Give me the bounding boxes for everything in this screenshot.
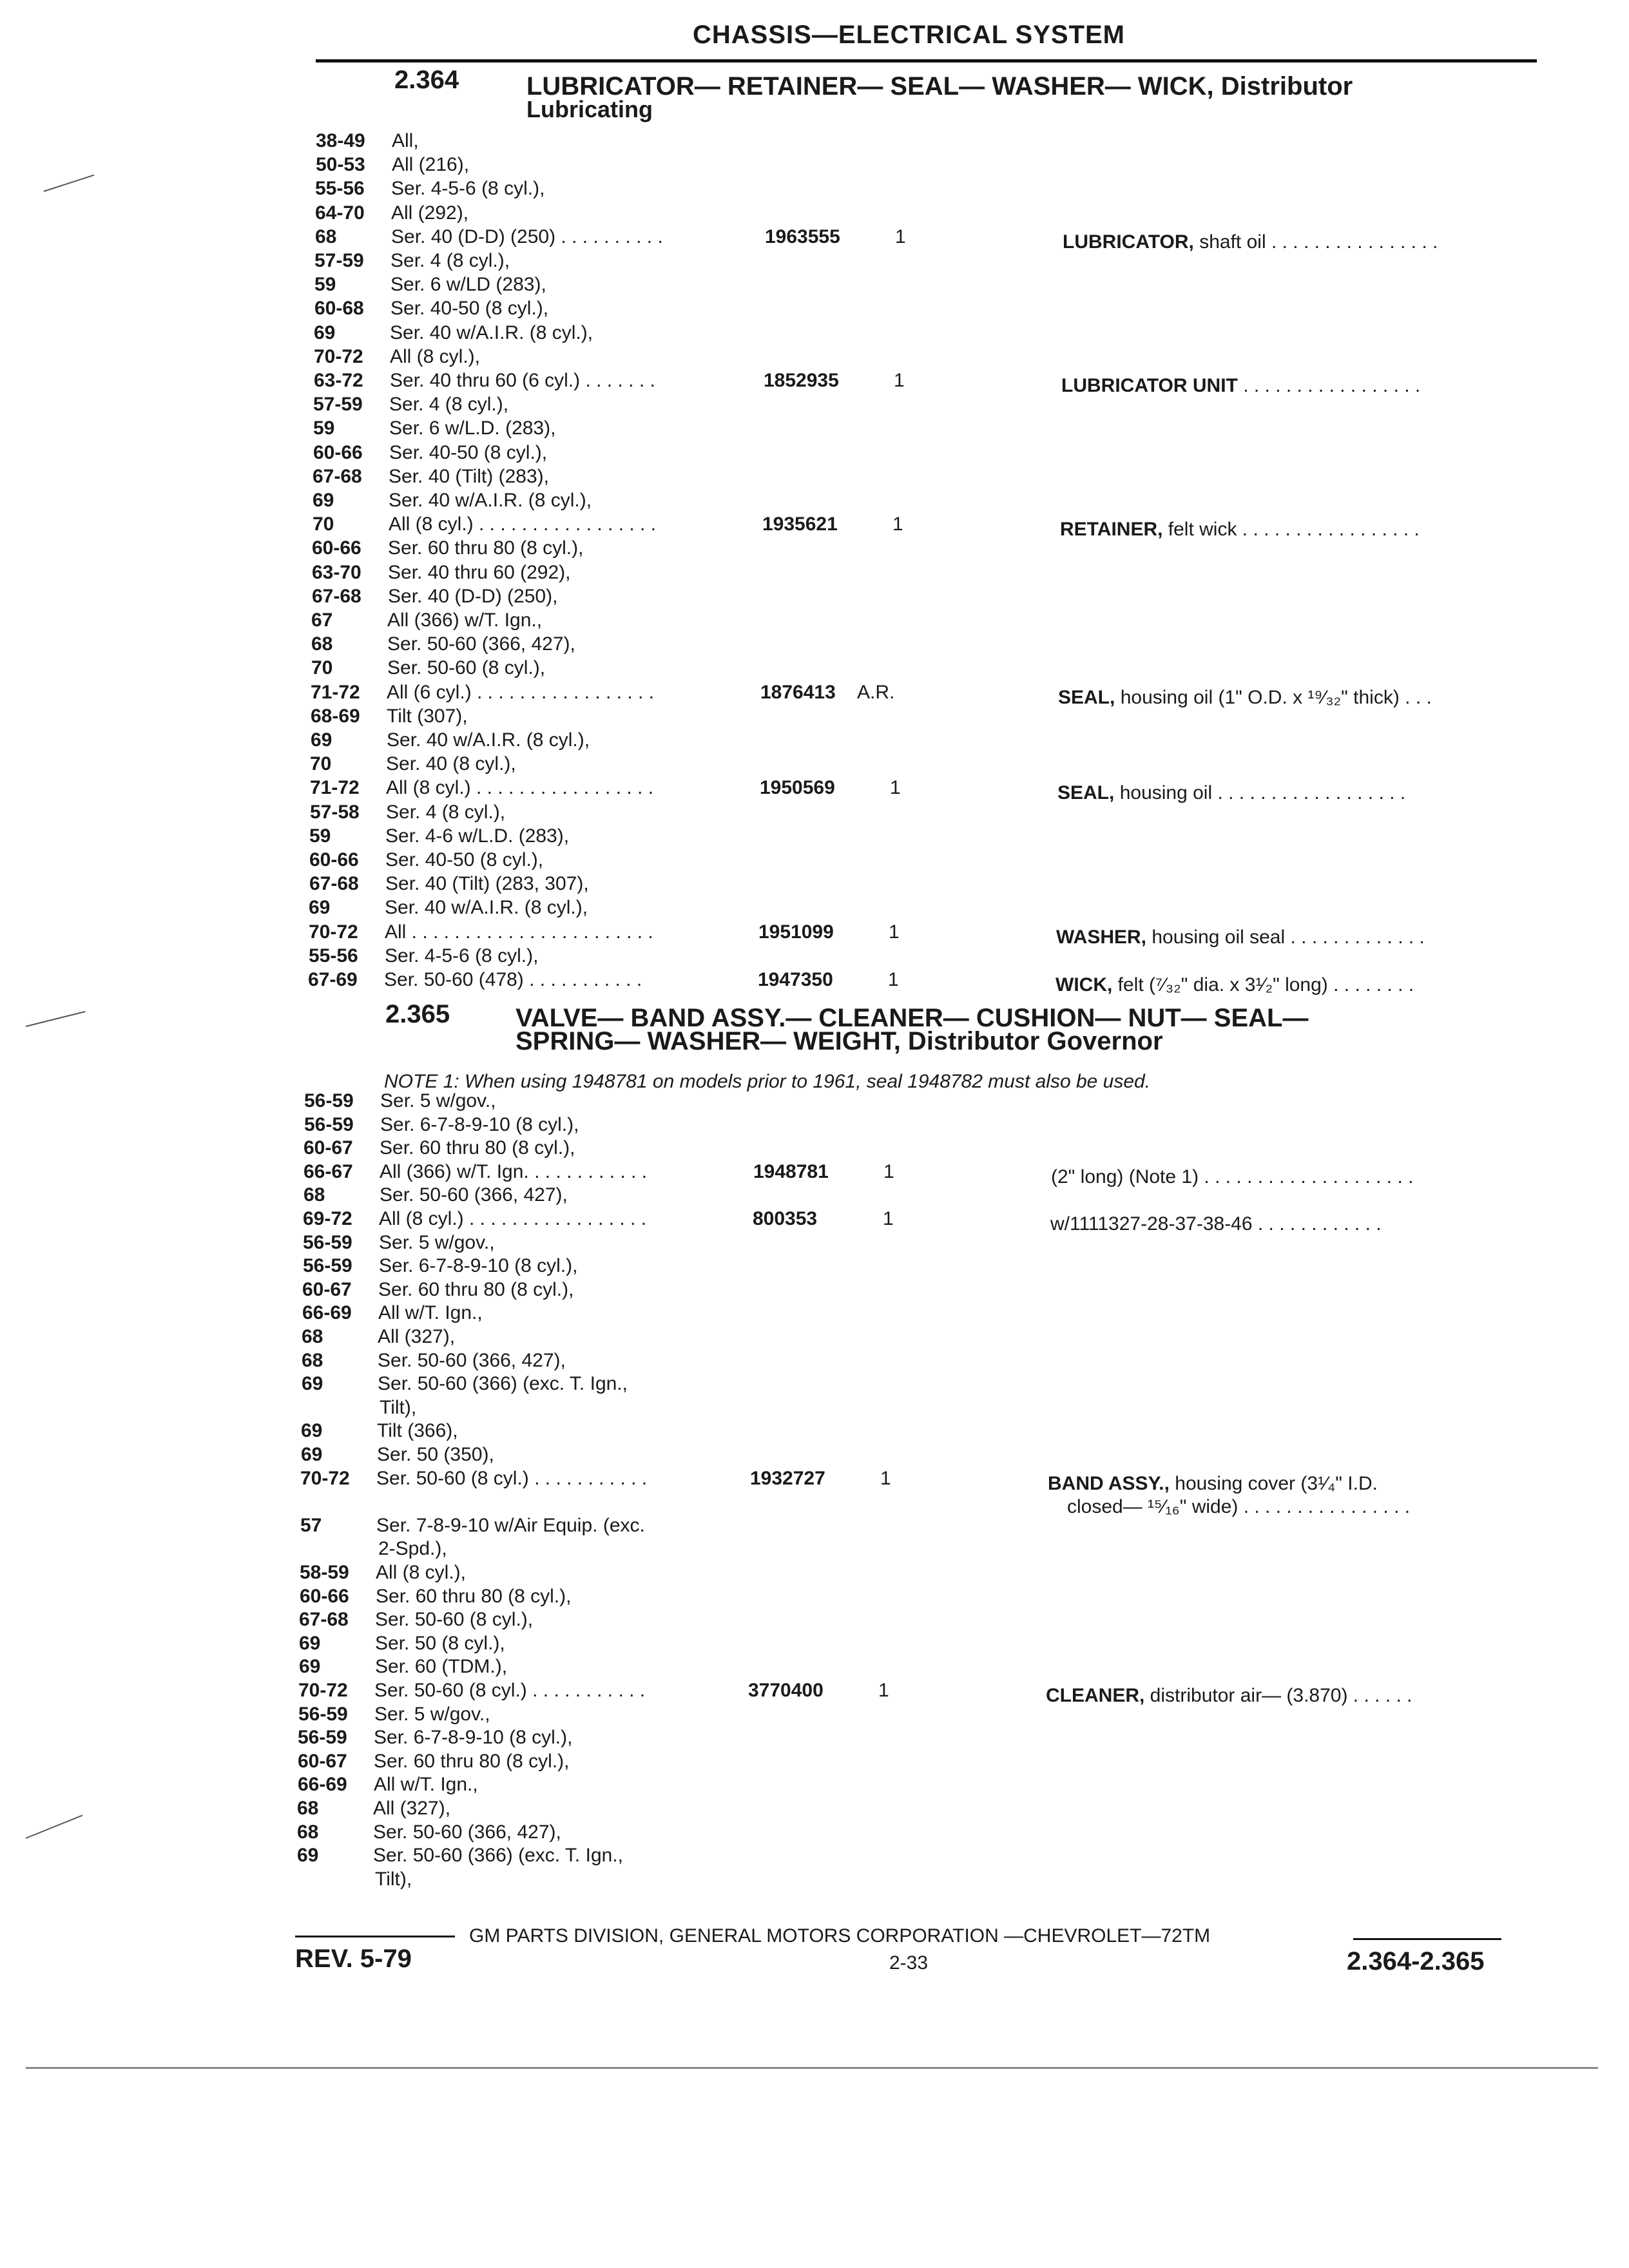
model-year: 58-59 — [300, 1562, 349, 1583]
model-application: Ser. 4-6 w/L.D. (283), — [385, 825, 570, 847]
model-year: 57-59 — [314, 250, 364, 271]
section-number: 2.365 — [385, 1000, 450, 1028]
part-name: SEAL, — [1058, 686, 1115, 708]
footer-rule-left — [295, 1936, 455, 1937]
model-year: 71-72 — [311, 681, 360, 703]
model-year: 69 — [313, 490, 334, 511]
model-year: 70-72 — [298, 1680, 348, 1701]
model-year: 66-69 — [298, 1774, 347, 1796]
model-application: All (8 cyl.) . . . . . . . . . . . . . . . . . — [389, 514, 657, 535]
model-application: Ser. 50-60 (8 cyl.), — [387, 657, 546, 679]
footer-section-range: 2.364-2.365 — [1347, 1947, 1485, 1975]
section-note: NOTE 1: When using 1948781 on models prior to 1961, seal 1948782 must also be used. — [384, 1071, 1151, 1092]
model-application: Ser. 40 (8 cyl.), — [386, 753, 516, 775]
part-number: 1935621 — [762, 514, 838, 535]
scan-mark — [26, 1011, 86, 1027]
quantity: 1 — [888, 969, 899, 990]
part-description-text: w/1111327-28-37-38-46 . . . . . . . . . . . . — [1050, 1213, 1382, 1235]
model-application: All (366) w/T. Ign., — [387, 610, 543, 631]
model-application: Ser. 50-60 (478) . . . . . . . . . . . — [384, 969, 642, 990]
model-application: Ser. 40 w/A.I.R. (8 cyl.), — [385, 897, 588, 919]
section-title — [516, 1006, 1308, 1053]
part-name: WASHER, — [1056, 926, 1147, 948]
part-number: 1876413 — [760, 681, 836, 703]
model-year: 57-59 — [313, 394, 363, 416]
section-title-line: VALVE— BAND ASSY.— CLEANER— CUSHION— NUT— SEAL— — [516, 1004, 1309, 1032]
quantity: 1 — [890, 777, 901, 799]
model-year: 63-70 — [312, 561, 361, 583]
model-year: 60-66 — [313, 441, 363, 463]
model-application: Ser. 4 (8 cyl.), — [389, 394, 509, 416]
model-application: All (366) w/T. Ign. . . . . . . . . . . . — [380, 1160, 648, 1182]
model-year: 68 — [297, 1798, 319, 1819]
model-year: 59 — [309, 825, 331, 847]
model-year: 59 — [313, 418, 335, 439]
model-application: All . . . . . . . . . . . . . . . . . . . . . . . — [385, 921, 653, 943]
part-description — [1057, 782, 1405, 804]
part-description-text: housing oil seal . . . . . . . . . . . . . — [1146, 926, 1425, 948]
model-year: 67 — [311, 610, 333, 631]
model-year: 69 — [309, 897, 331, 919]
model-year: 66-69 — [302, 1302, 352, 1324]
model-application: Ser. 5 w/gov., — [374, 1703, 490, 1725]
part-number: 800353 — [753, 1208, 818, 1229]
model-year: 67-69 — [308, 969, 358, 990]
model-application: All w/T. Ign., — [378, 1302, 483, 1324]
model-year: 71-72 — [310, 777, 360, 799]
part-description — [1048, 1473, 1378, 1495]
model-year: 56-59 — [298, 1727, 347, 1749]
part-number: 1852935 — [764, 370, 839, 391]
quantity: 1 — [895, 226, 906, 247]
model-application: Ser. 50-60 (8 cyl.), — [375, 1609, 534, 1631]
part-description-text: closed— ¹⁵⁄₁₆" wide) . . . . . . . . . . . . . . . . — [1067, 1496, 1411, 1518]
model-application: Ser. 5 w/gov., — [379, 1231, 495, 1253]
part-number: 3770400 — [748, 1680, 824, 1701]
model-application: Ser. 6 w/LD (283), — [390, 274, 546, 296]
footer-company: GM PARTS DIVISION, GENERAL MOTORS CORPORATION —CHEVROLET—72TM — [469, 1925, 1211, 1946]
model-year: 55-56 — [309, 945, 358, 966]
model-application: Ser. 40-50 (8 cyl.), — [385, 849, 544, 870]
part-description — [1058, 687, 1432, 709]
part-number: 1947350 — [758, 969, 833, 990]
model-application: All (8 cyl.) . . . . . . . . . . . . . . . . . — [379, 1208, 647, 1229]
quantity: 1 — [889, 921, 900, 943]
model-year: 69 — [314, 322, 336, 343]
model-application: Ser. 40-50 (8 cyl.), — [389, 441, 548, 463]
model-year: 57-58 — [310, 801, 360, 823]
part-description — [1061, 375, 1420, 397]
model-year: 68 — [302, 1326, 323, 1347]
model-year: 68 — [297, 1821, 319, 1843]
part-description-text: housing oil . . . . . . . . . . . . . . . . . . — [1114, 782, 1406, 804]
footer-page-number: 2-33 — [889, 1952, 929, 1974]
model-application: Tilt (307), — [387, 705, 468, 727]
model-application: All (8 cyl.), — [376, 1562, 467, 1583]
model-year: 60-68 — [314, 298, 364, 320]
model-application: All (327), — [378, 1326, 456, 1347]
model-year: 70-72 — [314, 345, 363, 367]
model-application: Ser. 60 thru 80 (8 cyl.), — [388, 537, 584, 559]
model-year: 68 — [304, 1184, 325, 1206]
model-application: Ser. 40 (D-D) (250) . . . . . . . . . . — [391, 226, 663, 247]
model-application: All (6 cyl.) . . . . . . . . . . . . . . . . . — [387, 681, 655, 703]
model-application: Ser. 4-5-6 (8 cyl.), — [391, 178, 545, 200]
part-description-text: housing cover (3¹⁄₄" I.D. — [1169, 1472, 1378, 1494]
model-application: Ser. 50-60 (366) (exc. T. Ign., — [373, 1845, 623, 1867]
model-application: Ser. 50-60 (8 cyl.) . . . . . . . . . . . — [374, 1680, 646, 1701]
model-application: Ser. 50-60 (366, 427), — [380, 1184, 568, 1206]
model-application: Ser. 50 (350), — [377, 1444, 494, 1465]
model-application: Ser. 50-60 (366) (exc. T. Ign., — [378, 1373, 628, 1395]
model-year: 67-68 — [299, 1609, 349, 1631]
model-application: Ser. 5 w/gov., — [380, 1090, 496, 1111]
model-application: Ser. 4-5-6 (8 cyl.), — [385, 945, 539, 966]
model-year: 60-66 — [309, 849, 359, 870]
scan-mark — [26, 1814, 83, 1838]
model-application: Ser. 6 w/L.D. (283), — [389, 418, 556, 439]
part-description — [1050, 1213, 1382, 1235]
section-title — [526, 72, 1353, 122]
model-year: 50-53 — [316, 154, 365, 176]
model-year: 67-68 — [309, 873, 359, 895]
part-description-text: housing oil (1" O.D. x ¹⁹⁄₃₂" thick) . . . — [1115, 686, 1432, 708]
model-application: Tilt), — [375, 1868, 412, 1890]
model-application: Ser. 60 thru 80 (8 cyl.), — [374, 1750, 570, 1772]
part-description — [1055, 974, 1414, 996]
part-description-text: (2" long) (Note 1) . . . . . . . . . . . . . . . . . . . . — [1051, 1166, 1414, 1187]
part-number: 1951099 — [758, 921, 834, 943]
part-description-text: distributor air— (3.870) . . . . . . — [1144, 1685, 1412, 1706]
model-year: 60-66 — [300, 1585, 349, 1607]
model-year: 70-72 — [309, 921, 358, 943]
model-application: Ser. 4 (8 cyl.), — [386, 801, 506, 823]
model-application: All w/T. Ign., — [374, 1774, 478, 1796]
part-number: 1948781 — [753, 1160, 829, 1182]
model-year: 70 — [313, 514, 334, 535]
model-application: Ser. 40 (D-D) (250), — [388, 585, 558, 607]
model-year: 69 — [301, 1420, 323, 1442]
model-year: 66-67 — [304, 1160, 353, 1182]
model-application: All (8 cyl.), — [390, 345, 481, 367]
quantity: 1 — [878, 1680, 889, 1701]
model-application: Tilt (366), — [377, 1420, 458, 1442]
scan-mark — [44, 175, 95, 192]
quantity: A.R. — [857, 681, 895, 703]
model-year: 68 — [315, 226, 337, 247]
model-application: 2-Spd.), — [378, 1538, 447, 1560]
part-description — [1067, 1496, 1410, 1518]
section-number: 2.364 — [394, 66, 459, 94]
model-year: 67-68 — [313, 465, 362, 487]
model-year: 64-70 — [315, 202, 365, 224]
quantity: 1 — [883, 1208, 894, 1229]
model-year: 56-59 — [303, 1255, 352, 1277]
model-year: 69 — [301, 1444, 323, 1465]
quantity: 1 — [894, 370, 905, 391]
part-description-text: felt (⁷⁄₃₂" dia. x 3¹⁄₂" long) . . . . . . . . — [1112, 974, 1414, 995]
part-name: RETAINER, — [1060, 519, 1163, 541]
model-year: 60-67 — [298, 1750, 347, 1772]
model-year: 60-67 — [304, 1137, 353, 1159]
model-application: All (292), — [391, 202, 469, 224]
model-year: 56-59 — [304, 1113, 354, 1135]
model-application: Ser. 40 thru 60 (292), — [388, 561, 571, 583]
part-description — [1046, 1685, 1412, 1707]
model-year: 63-72 — [314, 370, 363, 391]
model-application: Ser. 40 thru 60 (6 cyl.) . . . . . . . — [390, 370, 655, 391]
part-name: LUBRICATOR, — [1063, 231, 1194, 253]
part-description — [1056, 927, 1425, 948]
part-number: 1963555 — [765, 226, 840, 247]
model-year: 55-56 — [315, 178, 365, 200]
model-application: All (8 cyl.) . . . . . . . . . . . . . . . . . — [386, 777, 654, 799]
model-year: 69-72 — [303, 1208, 352, 1229]
model-year: 68-69 — [311, 705, 360, 727]
section-title-line: SPRING— WASHER— WEIGHT, Distributor Governor — [516, 1027, 1163, 1055]
model-application: Ser. 40 (Tilt) (283), — [389, 465, 549, 487]
model-application: All (216), — [392, 154, 470, 176]
part-number: 1932727 — [750, 1467, 825, 1489]
model-application: Tilt), — [380, 1396, 417, 1418]
model-year: 60-66 — [312, 537, 361, 559]
model-application: Ser. 50-60 (366, 427), — [373, 1821, 561, 1843]
quantity: 1 — [892, 514, 903, 535]
model-application: Ser. 40 w/A.I.R. (8 cyl.), — [390, 322, 593, 343]
part-name: BAND ASSY., — [1048, 1472, 1170, 1494]
model-year: 57 — [300, 1514, 322, 1536]
model-year: 69 — [311, 729, 333, 751]
model-application: Ser. 50-60 (8 cyl.) . . . . . . . . . . . — [376, 1467, 648, 1489]
model-application: Ser. 60 thru 80 (8 cyl.), — [376, 1585, 572, 1607]
model-year: 56-59 — [298, 1703, 348, 1725]
part-description — [1060, 519, 1420, 541]
quantity: 1 — [880, 1467, 891, 1489]
part-description — [1063, 231, 1438, 253]
model-year: 70 — [311, 657, 333, 679]
model-year: 70 — [310, 753, 332, 775]
model-application: Ser. 40 w/A.I.R. (8 cyl.), — [387, 729, 590, 751]
part-description-text: felt wick . . . . . . . . . . . . . . . . . — [1162, 519, 1420, 541]
part-name: WICK, — [1055, 974, 1113, 995]
model-application: Ser. 6-7-8-9-10 (8 cyl.), — [379, 1255, 578, 1277]
header-rule — [316, 59, 1537, 62]
model-application: Ser. 60 (TDM.), — [375, 1656, 508, 1678]
part-name: SEAL, — [1057, 782, 1115, 804]
part-name: LUBRICATOR UNIT — [1061, 375, 1238, 396]
section-title-line: LUBRICATOR— RETAINER— SEAL— WASHER— WICK, Distributor — [526, 72, 1353, 101]
model-year: 56-59 — [303, 1231, 352, 1253]
model-year: 67-68 — [312, 585, 361, 607]
model-year: 38-49 — [316, 130, 365, 151]
model-application: Ser. 4 (8 cyl.), — [390, 250, 510, 271]
part-description-text: shaft oil . . . . . . . . . . . . . . . . — [1193, 231, 1438, 253]
scan-mark — [26, 2067, 1598, 2069]
part-description-text: . . . . . . . . . . . . . . . . . — [1237, 375, 1421, 396]
model-application: Ser. 40-50 (8 cyl.), — [390, 298, 549, 320]
page-header-title: CHASSIS—ELECTRICAL SYSTEM — [693, 21, 1125, 49]
part-number: 1950569 — [760, 777, 835, 799]
footer-rule-right — [1353, 1938, 1501, 1940]
model-application: Ser. 40 w/A.I.R. (8 cyl.), — [389, 490, 592, 511]
model-year: 69 — [299, 1632, 321, 1654]
model-application: Ser. 50 (8 cyl.), — [375, 1632, 505, 1654]
model-year: 68 — [311, 633, 333, 655]
model-application: Ser. 50-60 (366, 427), — [387, 633, 575, 655]
model-year: 59 — [314, 274, 336, 296]
model-application: Ser. 60 thru 80 (8 cyl.), — [380, 1137, 575, 1159]
quantity: 1 — [883, 1160, 894, 1182]
model-year: 69 — [299, 1656, 321, 1678]
model-application: Ser. 40 (Tilt) (283, 307), — [385, 873, 589, 895]
part-name: CLEANER, — [1046, 1685, 1145, 1706]
section-title-line: Lubricating — [526, 96, 653, 122]
model-application: Ser. 6-7-8-9-10 (8 cyl.), — [380, 1113, 579, 1135]
part-description — [1051, 1166, 1413, 1188]
model-year: 69 — [297, 1845, 319, 1867]
model-application: All (327), — [373, 1798, 451, 1819]
model-year: 69 — [302, 1373, 323, 1395]
footer-revision: REV. 5-79 — [295, 1945, 412, 1973]
model-application: Ser. 50-60 (366, 427), — [378, 1349, 566, 1371]
model-year: 70-72 — [300, 1467, 350, 1489]
model-year: 68 — [302, 1349, 323, 1371]
model-application: All, — [392, 130, 419, 151]
model-application: Ser. 6-7-8-9-10 (8 cyl.), — [374, 1727, 573, 1749]
model-year: 56-59 — [304, 1090, 354, 1111]
model-year: 60-67 — [302, 1278, 352, 1300]
model-application: Ser. 7-8-9-10 w/Air Equip. (exc. — [376, 1514, 645, 1536]
model-application: Ser. 60 thru 80 (8 cyl.), — [378, 1278, 574, 1300]
